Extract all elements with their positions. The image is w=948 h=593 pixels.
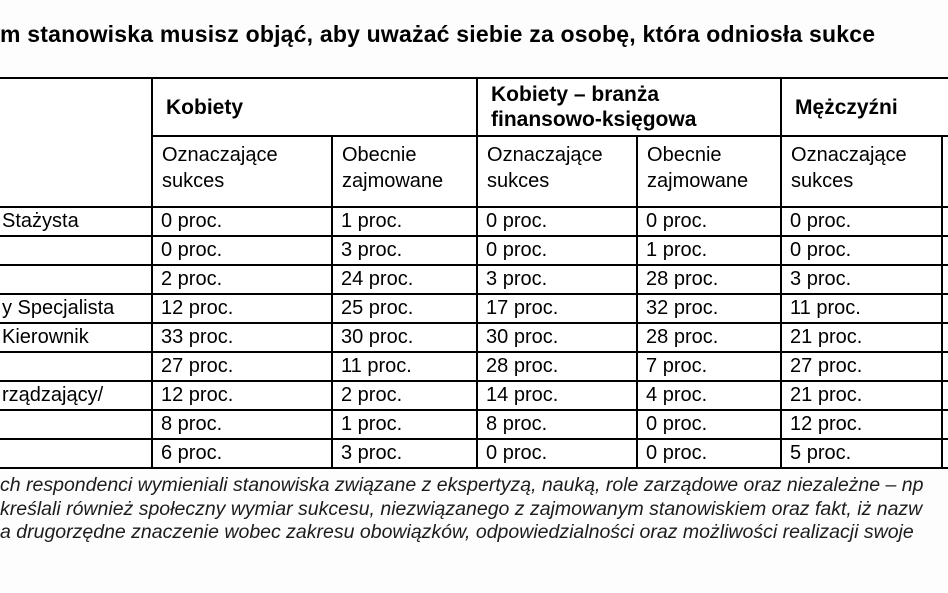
table-cell: 1 proc. bbox=[332, 207, 477, 236]
table-cell: 8 proc. bbox=[477, 410, 637, 439]
table-cell: 21 proc. bbox=[781, 381, 942, 410]
row-label bbox=[0, 439, 152, 468]
footnote-line: a drugorzędne znaczenie wobec zakresu obowiązków, odpowiedzialności oraz możliwości realizacji swoje bbox=[0, 521, 914, 544]
table-cell: 8 proc. bbox=[152, 410, 332, 439]
table-cell-cropped bbox=[942, 352, 948, 381]
sub-header-cell: Obecnie zajmowane bbox=[332, 136, 477, 207]
table-cell: 28 proc. bbox=[637, 323, 781, 352]
table-cell: 2 proc. bbox=[332, 381, 477, 410]
table-cell: 2 proc. bbox=[152, 265, 332, 294]
group-header-row bbox=[0, 78, 948, 136]
table-cell: 33 proc. bbox=[152, 323, 332, 352]
table-cell-cropped bbox=[942, 381, 948, 410]
row-label: Kierownik bbox=[0, 323, 152, 352]
table-cell: 27 proc. bbox=[152, 352, 332, 381]
data-table bbox=[0, 77, 948, 469]
sub-header-cell-cropped bbox=[942, 136, 948, 207]
table-cell: 12 proc. bbox=[152, 294, 332, 323]
table-cell: 0 proc. bbox=[637, 410, 781, 439]
table-cell: 32 proc. bbox=[637, 294, 781, 323]
row-label bbox=[0, 236, 152, 265]
row-label: rządzający/ bbox=[0, 381, 152, 410]
table-row bbox=[0, 381, 948, 410]
table-cell: 3 proc. bbox=[332, 236, 477, 265]
group-header-kobiety-finanse: Kobiety – branża finansowo-księgowa bbox=[477, 78, 781, 136]
table-cell: 12 proc. bbox=[781, 410, 942, 439]
table-cell: 0 proc. bbox=[152, 207, 332, 236]
table-cell: 1 proc. bbox=[637, 236, 781, 265]
table-cell: 4 proc. bbox=[637, 381, 781, 410]
table-cell: 27 proc. bbox=[781, 352, 942, 381]
table-cell: 28 proc. bbox=[477, 352, 637, 381]
table-cell: 3 proc. bbox=[477, 265, 637, 294]
table-cell: 0 proc. bbox=[477, 236, 637, 265]
table-row bbox=[0, 265, 948, 294]
table-row bbox=[0, 294, 948, 323]
table-cell: 0 proc. bbox=[152, 236, 332, 265]
footnote bbox=[0, 474, 924, 545]
row-label bbox=[0, 352, 152, 381]
table-cell: 24 proc. bbox=[332, 265, 477, 294]
table-cell-cropped bbox=[942, 410, 948, 439]
table-cell-cropped bbox=[942, 207, 948, 236]
table-cell-cropped bbox=[942, 265, 948, 294]
table-row bbox=[0, 352, 948, 381]
row-label bbox=[0, 410, 152, 439]
table-cell: 0 proc. bbox=[637, 207, 781, 236]
table-cell: 25 proc. bbox=[332, 294, 477, 323]
table-cell: 12 proc. bbox=[152, 381, 332, 410]
table-cell: 17 proc. bbox=[477, 294, 637, 323]
table-row bbox=[0, 236, 948, 265]
table-cell: 28 proc. bbox=[637, 265, 781, 294]
table-cell: 6 proc. bbox=[152, 439, 332, 468]
table-cell: 0 proc. bbox=[781, 207, 942, 236]
footnote-line: ch respondenci wymieniali stanowiska związane z ekspertyzą, nauką, role zarządowe oraz niezależne – np bbox=[0, 474, 924, 496]
table-cell-cropped bbox=[942, 236, 948, 265]
table-cell-cropped bbox=[942, 294, 948, 323]
table-cell: 5 proc. bbox=[781, 439, 942, 468]
data-table-wrapper bbox=[0, 77, 948, 469]
table-cell: 0 proc. bbox=[781, 236, 942, 265]
table-cell: 14 proc. bbox=[477, 381, 637, 410]
sub-header-cell: Oznaczające sukces bbox=[477, 136, 637, 207]
footnote-line: kreślali również społeczny wymiar sukcesu, niezwiązanego z zajmowanym stanowiskiem oraz fakt, iż nazw bbox=[0, 497, 923, 520]
table-row bbox=[0, 410, 948, 439]
page-title: m stanowiska musisz objąć, aby uważać siebie za osobę, która odniosła sukce bbox=[0, 21, 876, 47]
table-cell: 7 proc. bbox=[637, 352, 781, 381]
group-header-kobiety: Kobiety bbox=[152, 78, 477, 136]
table-cell: 21 proc. bbox=[781, 323, 942, 352]
table-cell: 30 proc. bbox=[477, 323, 637, 352]
table-cell: 3 proc. bbox=[781, 265, 942, 294]
sub-header-cell: Oznaczające sukces bbox=[781, 136, 942, 207]
sub-header-cell: Oznaczające sukces bbox=[152, 136, 332, 207]
table-cell-cropped bbox=[942, 439, 948, 468]
group-header-mezczyzni: Mężczyźni bbox=[781, 78, 948, 136]
sub-header-cell: Obecnie zajmowane bbox=[637, 136, 781, 207]
table-cell: 0 proc. bbox=[637, 439, 781, 468]
table-cell: 0 proc. bbox=[477, 207, 637, 236]
table-cell: 1 proc. bbox=[332, 410, 477, 439]
table-cell: 11 proc. bbox=[332, 352, 477, 381]
table-cell-cropped bbox=[942, 323, 948, 352]
row-label: Stażysta bbox=[0, 207, 152, 236]
table-row bbox=[0, 207, 948, 236]
table-row bbox=[0, 323, 948, 352]
table-cell: 3 proc. bbox=[332, 439, 477, 468]
table-cell: 0 proc. bbox=[477, 439, 637, 468]
row-label bbox=[0, 265, 152, 294]
table-cell: 11 proc. bbox=[781, 294, 942, 323]
table-row bbox=[0, 439, 948, 468]
table-cell: 30 proc. bbox=[332, 323, 477, 352]
table-corner-cell bbox=[0, 78, 152, 207]
row-label: y Specjalista bbox=[0, 294, 152, 323]
